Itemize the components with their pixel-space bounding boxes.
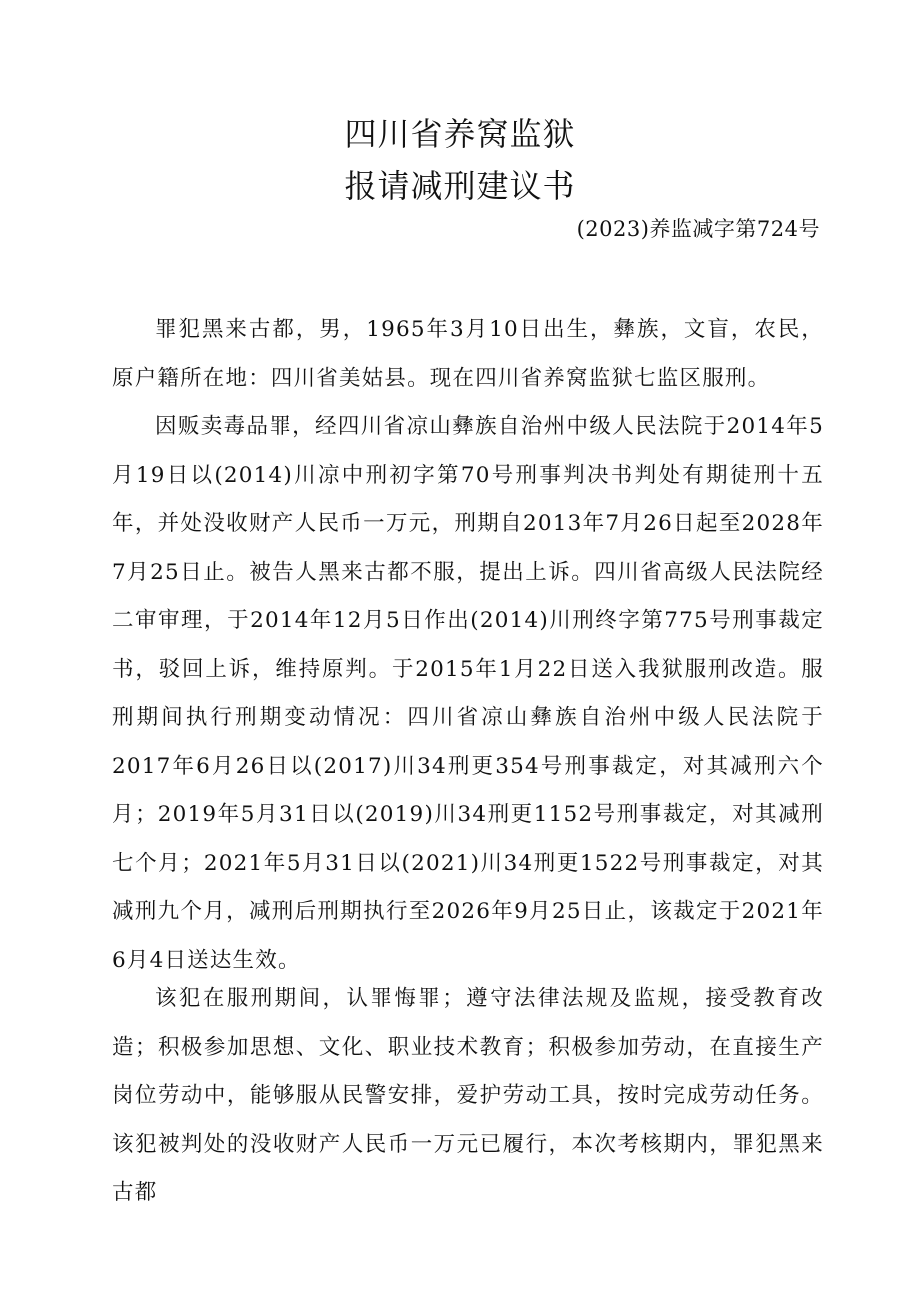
document-title-line-2: 报请减刑建议书 (344, 167, 576, 205)
document-title-line-1: 四川省养窝监狱 (344, 115, 576, 153)
paragraph-sentence-history: 因贩卖毒品罪，经四川省凉山彝族自治州中级人民法院于2014年5月19日以(2014)川凉中刑初字第70号刑事判决书判处有期徒刑十五年，并处没收财产人民币一万元，刑期自2013年7月26日起至2028年7月25日止。被告人黑来古都不服，提出上诉。四川省高级人民法院经二审审理，于2014年12月5日作出(2014)川刑终字第775号刑事裁定书，驳回上诉，维持原判。于2015年1月22日送入我狱服刑改造。服刑期间执行刑期变动情况：四川省凉山彝族自治州中级人民法院于2017年6月26日以(2017)川34刑更354号刑事裁定，对其减刑六个月；2019年5月31日以(2019)川34刑更1152号刑事裁定，对其减刑七个月；2021年5月31日以(2021)川34刑更1522号刑事裁定，对其减刑九个月，减刑后刑期执行至2026年9月25日止，该裁定于2021年6月4日送达生效。 (112, 414, 824, 973)
document-number: (2023)养监减字第724号 (576, 217, 820, 241)
paragraph-personal-info: 罪犯黑来古都，男，1965年3月10日出生，彝族，文盲，农民，原户籍所在地：四川省美姑县。现在四川省养窝监狱七监区服刑。 (112, 317, 824, 391)
paragraph-performance: 该犯在服刑期间，认罪悔罪；遵守法律法规及监规，接受教育改造；积极参加思想、文化、职业技术教育；积极参加劳动，在直接生产岗位劳动中，能够服从民警安排，爱护劳动工具，按时完成劳动任务。该犯被判处的没收财产人民币一万元已履行，本次考核期内，罪犯黑来古都 (112, 986, 824, 1205)
